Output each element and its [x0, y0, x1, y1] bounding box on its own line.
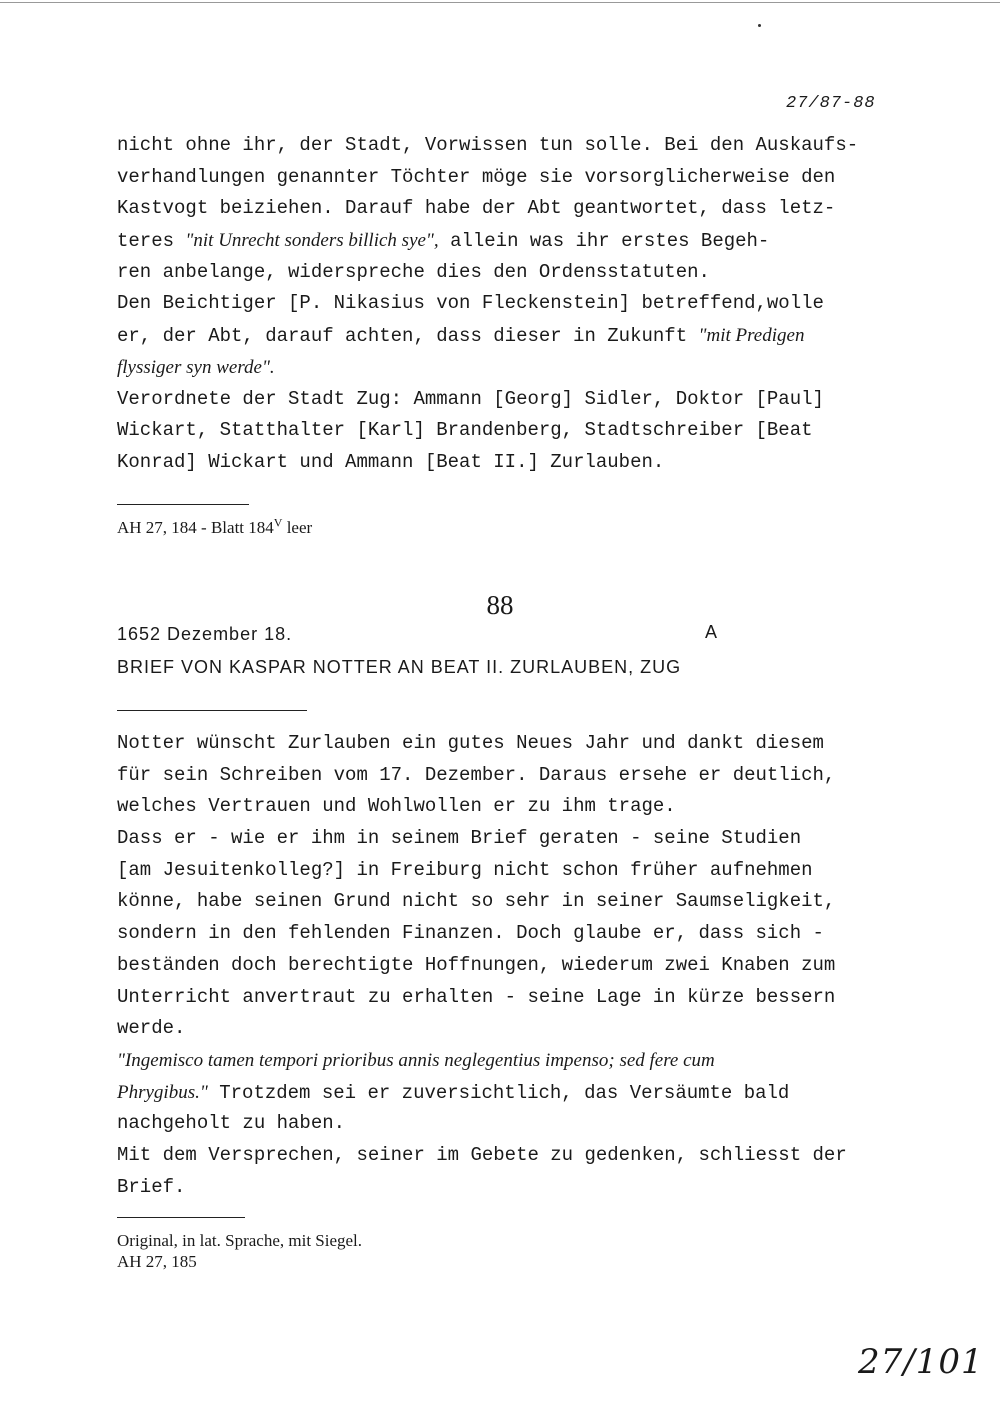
text-line: Notter wünscht Zurlauben ein gutes Neues Jahr und dankt diesem — [117, 732, 824, 754]
text-line: Unterricht anvertraut zu erhalten - seine Lage in kürze bessern — [117, 985, 836, 1008]
quoted-phrase: "nit Unrecht sonders billich sye", — [185, 230, 439, 252]
latin-quote: Phrygibus." — [117, 1081, 208, 1103]
text-line — [117, 225, 907, 257]
separator-rule — [117, 504, 249, 505]
quoted-phrase: "mit Predigen — [698, 325, 805, 347]
text-line: könne, habe seinen Grund nicht so sehr in seiner Saumseligkeit, — [117, 890, 836, 913]
text-line: nicht ohne ihr, der Stadt, Vorwissen tun solle. Bei den Auskaufs- — [117, 134, 859, 156]
entry-number: 88 — [486, 590, 514, 620]
text-line — [117, 1077, 907, 1109]
footnote — [117, 1230, 362, 1272]
text-line: [am Jesuitenkolleg?] in Freiburg nicht schon früher aufnehmen — [117, 858, 813, 881]
footnote-line: Original, in lat. Sprache, mit Siegel. — [117, 1231, 363, 1250]
continuation-text — [117, 130, 907, 479]
text-line: ren anbelange, widerspreche dies den Ordensstatuten. — [117, 260, 710, 283]
latin-quote: "Ingemisco tamen tempori prioribus annis neglegentius impenso; sed fere cum — [117, 1049, 715, 1071]
text-segment: teres — [117, 230, 186, 253]
text-line: Kastvogt beiziehen. Darauf habe der Abt geantwortet, dass letz- — [117, 197, 836, 220]
text-segment: Trotzdem sei er zuversichtlich, das Versäumte bald — [207, 1081, 790, 1104]
separator-rule — [117, 1217, 245, 1218]
text-line: welches Vertrauen und Wohlwollen er zu ihm trage. — [117, 795, 676, 818]
separator-rule — [117, 710, 307, 711]
entry-date: 1652 Dezember 18. — [117, 624, 293, 644]
scan-edge-line — [0, 2, 1000, 3]
letter-summary — [117, 728, 907, 1203]
text-line: Brief. — [117, 1175, 186, 1198]
text-line: Den Beichtiger [P. Nikasius von Fleckenstein] betreffend,wolle — [117, 292, 824, 315]
text-line: nachgeholt zu haben. — [117, 1112, 346, 1135]
text-line: Wickart, Statthalter [Karl] Brandenberg, Stadtschreiber [Beat — [117, 419, 813, 442]
handwritten-folio-number: 27/101 — [858, 1342, 984, 1382]
text-line: beständen doch berechtigte Hoffnungen, wiederum zwei Knaben zum — [117, 953, 836, 976]
text-line: verhandlungen genannter Töchter möge sie vorsorglicherweise den — [117, 165, 836, 188]
text-line — [117, 320, 907, 352]
text-segment: allein was ihr erstes Begeh- — [438, 230, 770, 253]
quoted-phrase: flyssiger syn werde". — [117, 356, 275, 378]
text-line: Konrad] Wickart und Ammann [Beat II.] Zurlauben. — [117, 450, 665, 473]
text-segment: er, der Abt, darauf achten, dass dieser in Zukunft — [117, 325, 699, 348]
text-line: werde. — [117, 1017, 186, 1040]
latin-quote-line — [117, 1045, 907, 1077]
text-line — [117, 352, 907, 384]
document-reference: 27/87-88 — [786, 94, 876, 113]
entry-title: BRIEF VON KASPAR NOTTER AN BEAT II. ZURLAUBEN, ZUG — [117, 657, 682, 677]
entry-marker: A — [705, 622, 718, 642]
source-note-tail: leer — [282, 518, 313, 537]
scan-speck — [758, 24, 761, 27]
text-line: Dass er - wie er ihm in seinem Brief geraten - seine Studien — [117, 827, 802, 850]
text-line: für sein Schreiben vom 17. Dezember. Daraus ersehe er deutlich, — [117, 763, 836, 786]
footnote-line: AH 27, 185 — [117, 1252, 197, 1271]
text-line: Mit dem Versprechen, seiner im Gebete zu gedenken, schliesst der — [117, 1143, 847, 1166]
source-note — [117, 515, 313, 538]
source-note-superscript: V — [273, 515, 283, 530]
source-note-text: AH 27, 184 - Blatt 184 — [117, 518, 274, 537]
text-line: sondern in den fehlenden Finanzen. Doch glaube er, dass sich - — [117, 922, 824, 945]
text-line: Verordnete der Stadt Zug: Ammann [Georg] Sidler, Doktor [Paul] — [117, 387, 824, 410]
